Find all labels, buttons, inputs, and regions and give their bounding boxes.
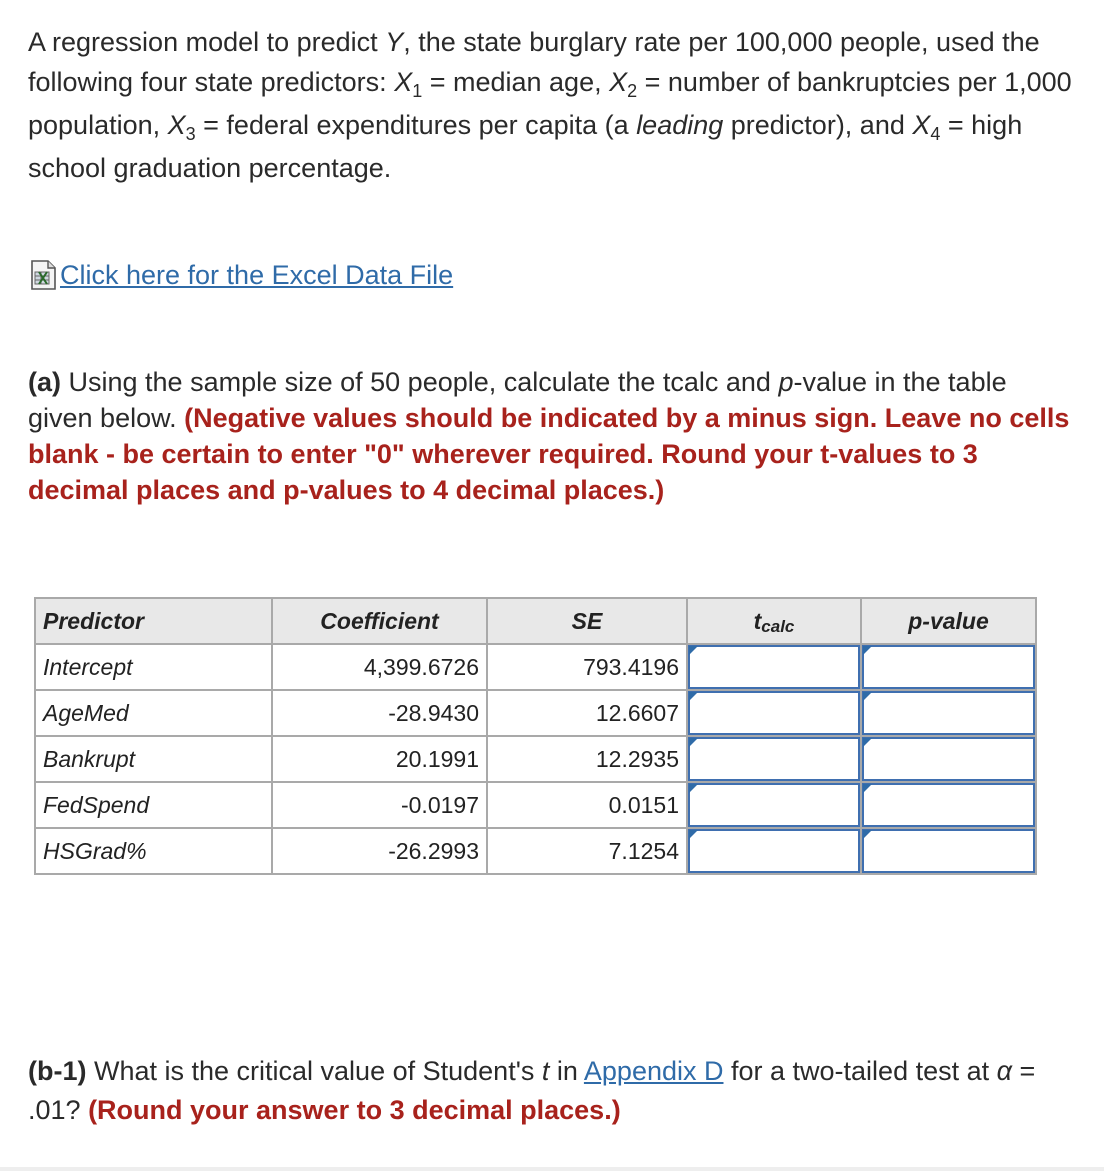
excel-data-file-link[interactable]: Click here for the Excel Data File (60, 259, 454, 290)
var-x2-sub: 2 (627, 81, 638, 101)
input-marker-icon (689, 738, 698, 747)
se-value: 12.6607 (487, 690, 687, 736)
var-x1-sub: 1 (412, 81, 423, 101)
part-a-text: -value in the table given below. (28, 367, 1007, 433)
coefficient-value: -28.9430 (272, 690, 487, 736)
se-value: 12.2935 (487, 736, 687, 782)
t-italic: t (541, 1056, 550, 1086)
intro-text: = high school graduation percentage. (28, 110, 1023, 183)
header-coefficient: Coefficient (272, 598, 487, 644)
pvalue-input-hsgrad[interactable] (862, 829, 1035, 873)
part-a-question (28, 364, 1078, 508)
var-x2: X (609, 67, 628, 97)
part-b1-question (28, 1052, 1078, 1130)
input-marker-icon (689, 692, 698, 701)
intro-text: predictor), and (723, 110, 913, 140)
part-b1-text: in (549, 1056, 584, 1086)
tcalc-input-intercept[interactable] (688, 645, 860, 689)
predictor-name: Intercept (35, 644, 272, 690)
table-header-row (35, 598, 1036, 644)
tcalc-cell (687, 828, 861, 874)
table-row (35, 644, 1036, 690)
header-tcalc (687, 598, 861, 644)
input-marker-icon (863, 784, 872, 793)
input-marker-icon (863, 830, 872, 839)
part-a-label: (a) (28, 367, 61, 397)
pvalue-cell (861, 644, 1036, 690)
header-pvalue: p-value (861, 598, 1036, 644)
pvalue-input-intercept[interactable] (862, 645, 1035, 689)
intro-text: = federal expenditures per capita (a (195, 110, 637, 140)
part-b1-instruction: (Round your answer to 3 decimal places.) (88, 1095, 621, 1125)
excel-file-icon (28, 259, 60, 291)
part-b1-label: (b-1) (28, 1056, 87, 1086)
regression-table (34, 597, 1037, 875)
var-x4-sub: 4 (930, 124, 941, 144)
input-marker-icon (689, 830, 698, 839)
excel-link-row[interactable] (28, 255, 453, 295)
part-a-instruction: (Negative values should be indicated by a minus sign. Leave no cells blank - be certain to enter "0" wherever required. Round your t-values to 3 decimal places and p-values to 4 decimal places.) (28, 403, 1070, 505)
var-y: Y (385, 27, 404, 57)
pvalue-input-fedspend[interactable] (862, 783, 1035, 827)
predictor-name: HSGrad% (35, 828, 272, 874)
coefficient-value: -26.2993 (272, 828, 487, 874)
input-marker-icon (689, 784, 698, 793)
header-se: SE (487, 598, 687, 644)
appendix-d-link[interactable]: Appendix D (583, 1056, 724, 1086)
coefficient-value: 4,399.6726 (272, 644, 487, 690)
header-tcalc-sub: calc (761, 616, 795, 636)
tcalc-input-agemed[interactable] (688, 691, 860, 735)
se-value: 7.1254 (487, 828, 687, 874)
intro-text: A regression model to predict (28, 27, 386, 57)
var-x3: X (167, 110, 186, 140)
tcalc-cell (687, 690, 861, 736)
input-marker-icon (863, 738, 872, 747)
tcalc-cell (687, 782, 861, 828)
var-x1: X (394, 67, 413, 97)
part-b1-text: = .01? (28, 1056, 1036, 1125)
part-b1-text: for a two-tailed test at (723, 1056, 997, 1086)
table-row (35, 782, 1036, 828)
table-row (35, 828, 1036, 874)
input-marker-icon (863, 646, 872, 655)
var-x4: X (912, 110, 931, 140)
se-value: 793.4196 (487, 644, 687, 690)
p-italic: p (778, 367, 794, 397)
intro-text: = number of bankruptcies per 1,000 population, (28, 67, 1072, 140)
input-marker-icon (863, 692, 872, 701)
predictor-name: AgeMed (35, 690, 272, 736)
coefficient-value: 20.1991 (272, 736, 487, 782)
alpha-symbol: α (996, 1056, 1013, 1086)
pvalue-cell (861, 782, 1036, 828)
pvalue-cell (861, 828, 1036, 874)
tcalc-input-fedspend[interactable] (688, 783, 860, 827)
tcalc-cell (687, 644, 861, 690)
pvalue-cell (861, 736, 1036, 782)
tcalc-cell (687, 736, 861, 782)
leading-word: leading (636, 110, 724, 140)
intro-text: , the state burglary rate per 100,000 people, used the following four state predictors: (28, 27, 1040, 97)
tcalc-input-bankrupt[interactable] (688, 737, 860, 781)
table-row (35, 690, 1036, 736)
part-a-text: Using the sample size of 50 people, calculate the tcalc and (61, 367, 779, 397)
coefficient-value: -0.0197 (272, 782, 487, 828)
pvalue-input-agemed[interactable] (862, 691, 1035, 735)
se-value: 0.0151 (487, 782, 687, 828)
problem-intro (28, 22, 1078, 188)
part-b1-text: What is the critical value of Student's (86, 1056, 542, 1086)
header-predictor: Predictor (35, 598, 272, 644)
input-marker-icon (689, 646, 698, 655)
table-row (35, 736, 1036, 782)
pvalue-input-bankrupt[interactable] (862, 737, 1035, 781)
var-x3-sub: 3 (185, 124, 196, 144)
predictor-name: FedSpend (35, 782, 272, 828)
bottom-divider (0, 1167, 1104, 1171)
tcalc-input-hsgrad[interactable] (688, 829, 860, 873)
header-tcalc-t: t (753, 607, 762, 634)
intro-text: = median age, (422, 67, 610, 97)
pvalue-cell (861, 690, 1036, 736)
predictor-name: Bankrupt (35, 736, 272, 782)
